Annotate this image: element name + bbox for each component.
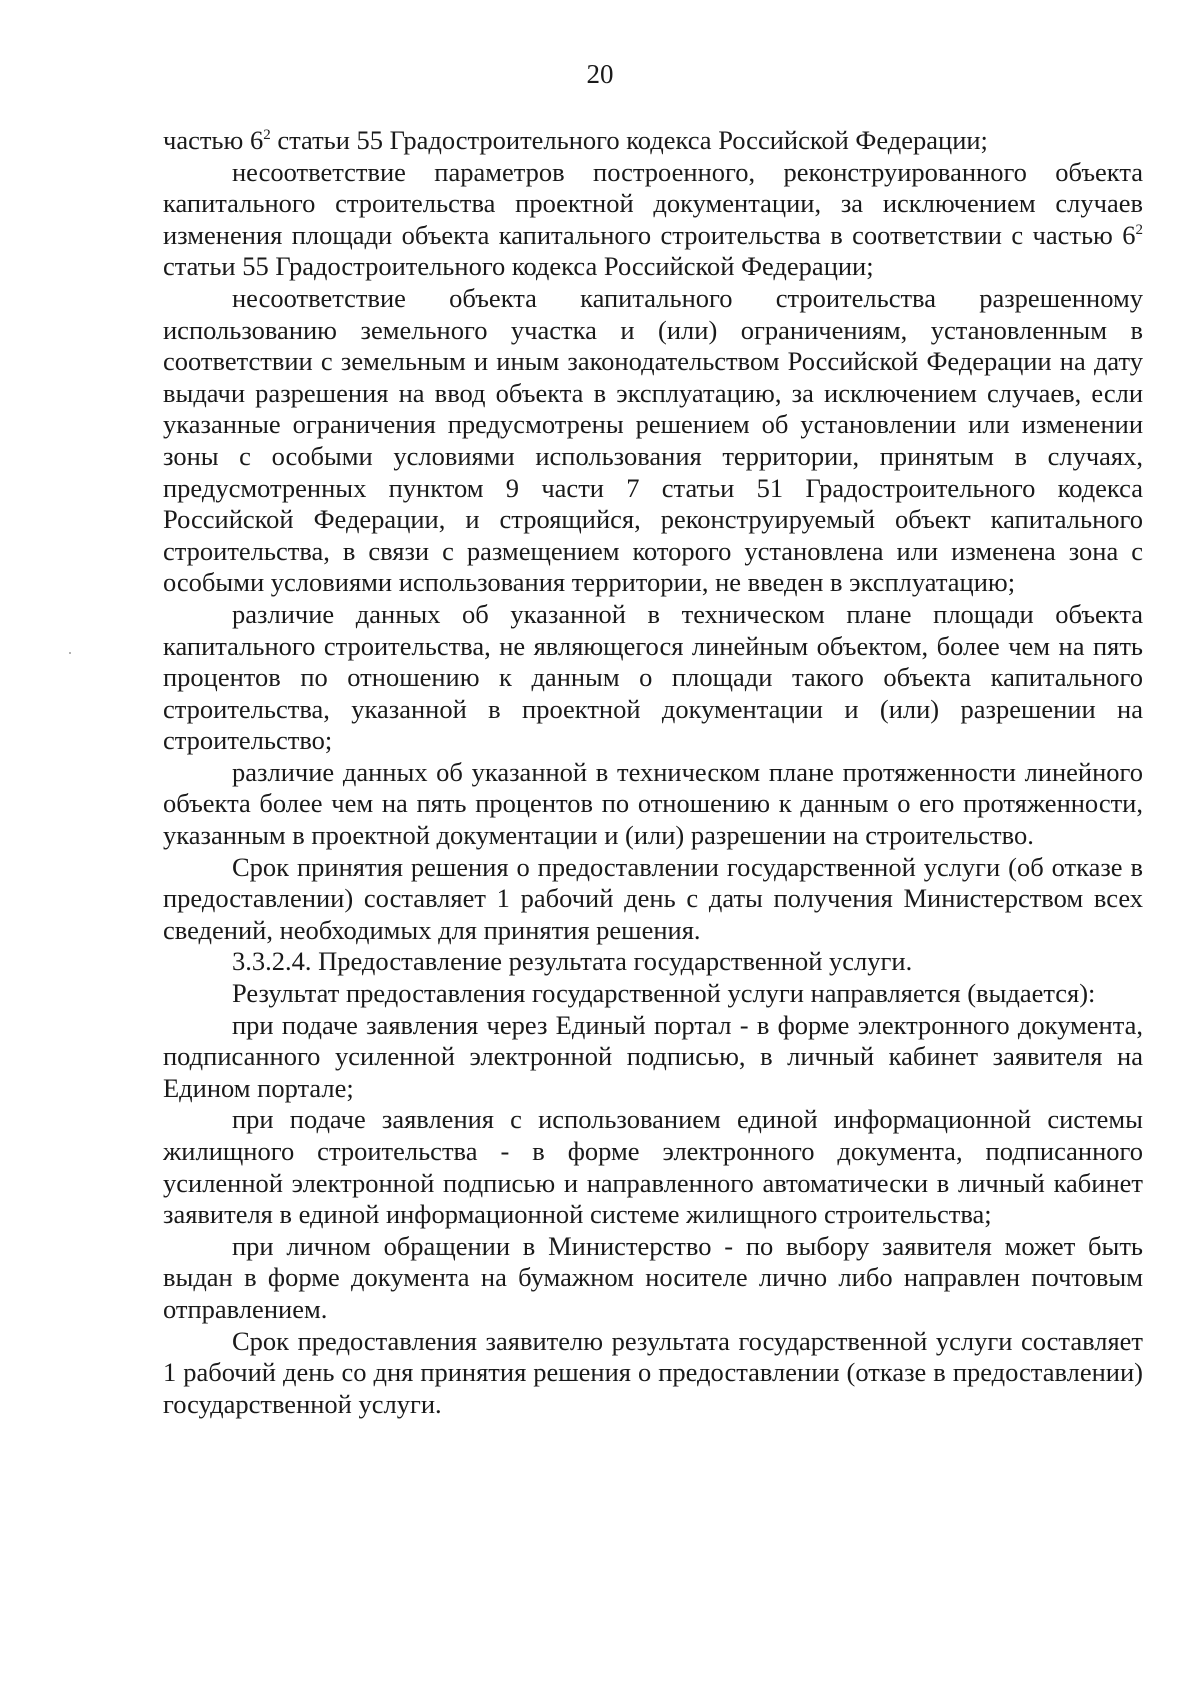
paragraph-12: Срок предоставления заявителю результата государственной услуги составляет 1 рабочий день со дня принятия решения о предоставлении (отказе в предоставлении) государственной услуги. [163,1325,1143,1419]
paragraph-11: при личном обращении в Министерство - по выбору заявителя может быть выдан в форме документа на бумажном носителе лично либо направлен почтовым отправлением. [163,1230,1143,1324]
paragraph-1: частью $6^2$ статьи 55 Градостроительного кодекса Российской Федерации; [163,125,988,155]
paragraph-4: различие данных об указанной в техническом плане площади объекта капитального строительства, не являющегося линейным объектом, более чем на пять процентов по отношению к данным о площади такого объекта капитального строительства, указанной в проектной документации и (или) разрешении на строительство; [163,598,1143,756]
paragraph-10: при подаче заявления с использованием единой информационной системы жилищного строительства - в форме электронного документа, подписанного усиленной электронной подписью и направленного автоматически в личный кабинет заявителя в единой информационной системе жилищного строительства; [163,1104,1143,1230]
paragraph-8: Результат предоставления государственной услуги направляется (выдается): [232,978,1096,1009]
paragraph-2: несоответствие параметров построенного, реконструированного объекта капитального строительства проектной документации, за исключением случаев изменения площади объекта капитального строительства в соответствии с частью $6^2$ статьи 55 Градостроительного кодекса Российской Федерации; [163,156,1143,282]
page-number: 20 [586,59,614,89]
scan-speck [69,652,71,654]
superscript: 2 [263,127,271,144]
paragraph-5: различие данных об указанной в техническом плане протяженности линейного объекта более чем на пять процентов по отношению к данным о его протяженности, указанным в проектной документации и (или) разрешении на строительство. [163,756,1143,851]
section-heading-3-3-2-4: 3.3.2.4. Предоставление результата государственной услуги. [232,946,913,977]
document-body [163,125,1143,1420]
paragraph-3: несоответствие объекта капитального строительства разрешенному использованию земельного участка и (или) ограничениям, установленным в соответствии с земельным и иным законодательством Российской Федерации на дату выдачи разрешения на ввод объекта в эксплуатацию, за исключением случаев, если указанные ограничения предусмотрены решением об установлении или изменении зоны с особыми условиями использования территории, принятым в случаях, предусмотренных пунктом 9 части 7 статьи 51 Градостроительного кодекса Российской Федерации, и строящийся, реконструируемый объект капитального строительства, в связи с размещением которого установлена или изменена зона с особыми условиями использования территории, не введен в эксплуатацию; [163,282,1143,598]
superscript: 2 [1135,221,1143,238]
paragraph-6: Срок принятия решения о предоставлении государственной услуги (об отказе в предоставлении) составляет 1 рабочий день с даты получения Министерством всех сведений, необходимых для принятия решения. [163,851,1143,945]
paragraph-9: при подаче заявления через Единый портал - в форме электронного документа, подписанного усиленной электронной подписью, в личный кабинет заявителя на Едином портале; [163,1009,1143,1103]
